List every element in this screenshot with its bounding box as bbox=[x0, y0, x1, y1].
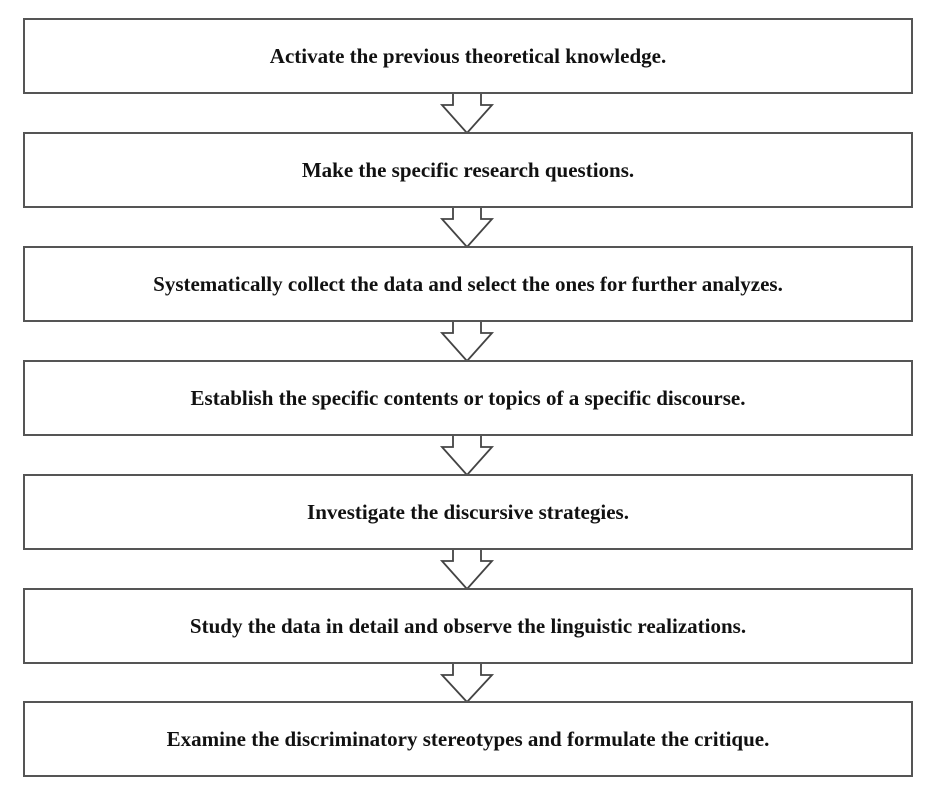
step-5-label: Investigate the discursive strategies. bbox=[307, 499, 629, 524]
down-arrow-icon bbox=[442, 321, 492, 361]
step-1-box bbox=[23, 18, 913, 94]
step-1-label: Activate the previous theoretical knowledge. bbox=[269, 43, 667, 68]
down-arrow-icon bbox=[442, 435, 492, 475]
step-6-label: Study the data in detail and observe the linguistic realizations. bbox=[189, 613, 747, 638]
step-5-box bbox=[23, 474, 913, 550]
step-3-label: Systematically collect the data and select the ones for further analyzes. bbox=[153, 271, 783, 296]
step-7-label: Examine the discriminatory stereotypes and formulate the critique. bbox=[166, 726, 770, 751]
step-2-box bbox=[23, 132, 913, 208]
down-arrow-icon bbox=[442, 663, 492, 702]
step-2-label: Make the specific research questions. bbox=[301, 157, 635, 182]
step-3-box bbox=[23, 246, 913, 322]
down-arrow-icon bbox=[442, 207, 492, 247]
down-arrow-icon bbox=[442, 549, 492, 589]
down-arrow-icon bbox=[442, 93, 492, 133]
step-4-label: Establish the specific contents or topics of a specific discourse. bbox=[190, 385, 746, 410]
step-4-box bbox=[23, 360, 913, 436]
step-7-box bbox=[23, 701, 913, 777]
step-6-box bbox=[23, 588, 913, 664]
